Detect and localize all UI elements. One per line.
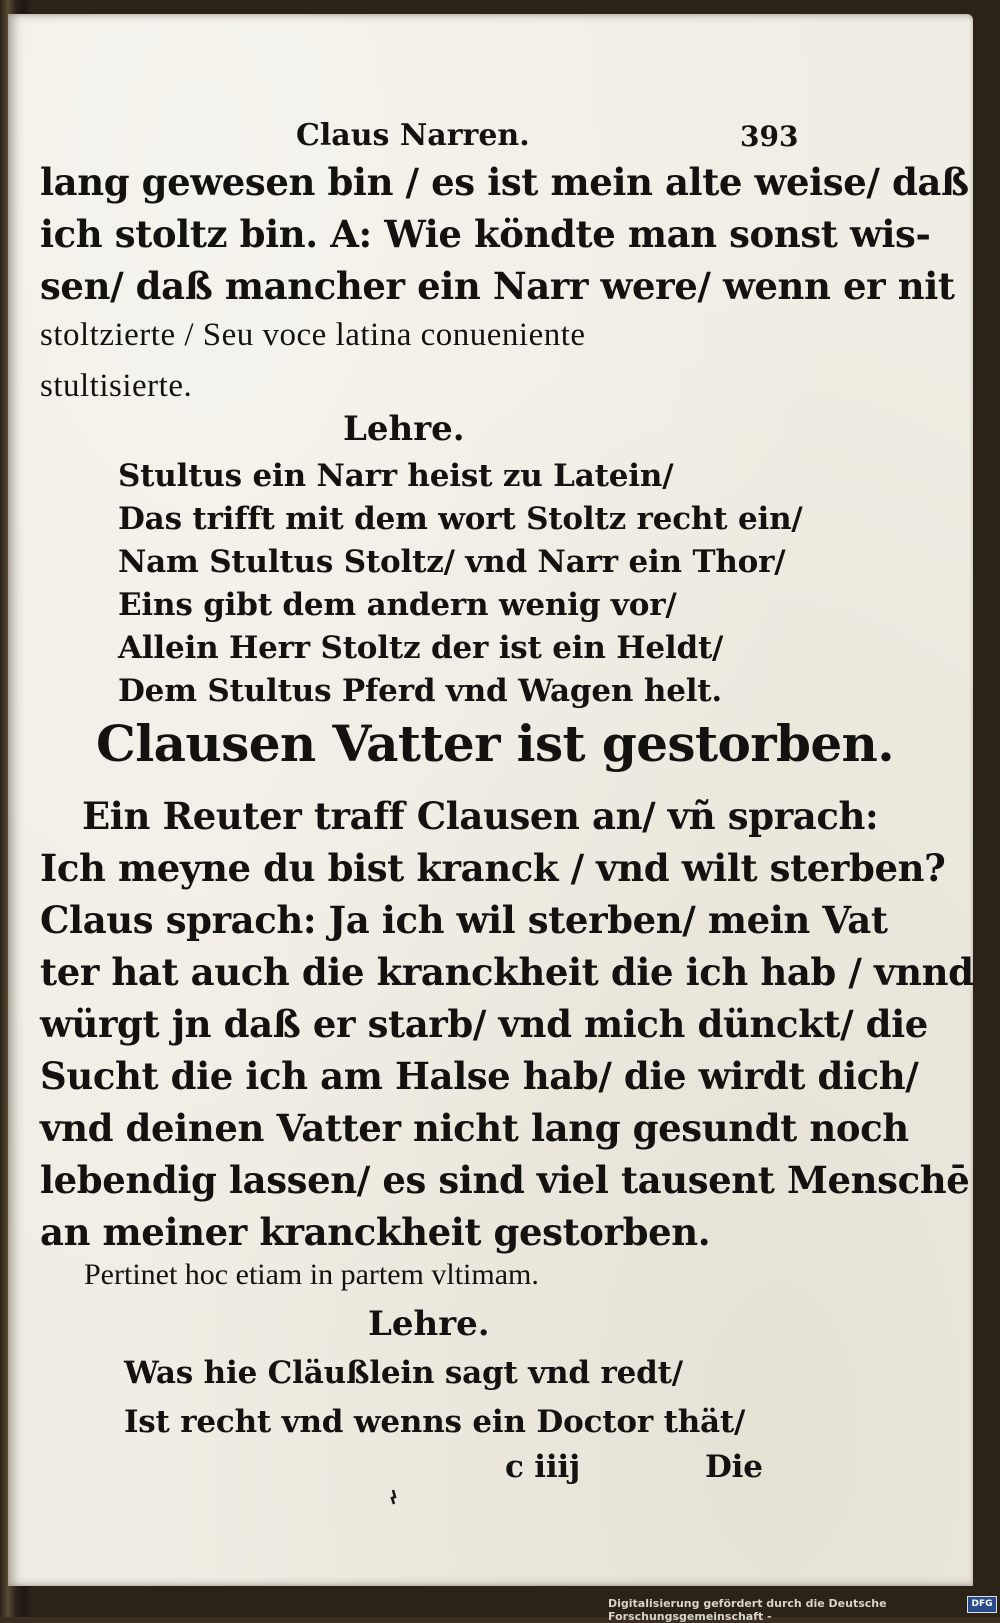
paragraph2-line: an meiner kranckheit gestorben. [40, 1210, 711, 1254]
verse-line: Das trifft mit dem wort Stoltz recht ein/ [118, 501, 803, 537]
verse-line: Stultus ein Narr heist zu Latein/ [118, 458, 674, 494]
verse-line: Allein Herr Stoltz der ist ein Heldt/ [118, 630, 724, 666]
book-page [8, 14, 973, 1586]
catchword: Die [705, 1449, 763, 1485]
paragraph1-line: sen/ daß mancher ein Narr were/ wenn er nit [40, 264, 955, 308]
section-title: Clausen Vatter ist gestorben. [96, 714, 895, 773]
signature-mark: c iiij [505, 1449, 581, 1485]
digitization-credit: Digitalisierung gefördert durch die Deutsche Forschungsgemeinschaft - [608, 1597, 887, 1623]
latin-note: Pertinet hoc etiam in partem vltimam. [84, 1258, 539, 1291]
paragraph1-line: lang gewesen bin / es ist mein alte weise/ daß [40, 160, 969, 204]
paragraph2-line: würgt jn daß er starb/ vnd mich dünckt/ die [40, 1002, 928, 1046]
dfg-logo: DFG [967, 1596, 997, 1613]
verse-line: Was hie Cläußlein sagt vnd redt/ [124, 1355, 683, 1391]
paragraph2-line: Sucht die ich am Halse hab/ die wirdt dich/ [40, 1054, 919, 1098]
lehre-heading: Lehre. [368, 1304, 490, 1344]
paragraph2-line: ter hat auch die kranckheit die ich hab / vnnd [40, 950, 974, 994]
running-head: Claus Narren. [296, 118, 530, 153]
verse-line: Eins gibt dem andern wenig vor/ [118, 587, 677, 623]
paragraph2-line: Ich meyne du bist kranck / vnd wilt sterben? [40, 846, 946, 890]
paragraph1-line: ich stoltz bin. A: Wie köndte man sonst wis- [40, 212, 931, 256]
page-number: 393 [740, 120, 799, 153]
verse-line: Dem Stultus Pferd vnd Wagen helt. [118, 673, 723, 709]
paragraph1-line: stultisierte. [40, 368, 193, 404]
paragraph2-line: vnd deinen Vatter nicht lang gesundt noch [40, 1106, 909, 1150]
paragraph1-line: stoltzierte / Seu voce latina conueniente [40, 317, 586, 353]
paragraph2-line: lebendig lassen/ es sind viel tausent Menschē [40, 1158, 970, 1202]
paragraph2-line: Claus sprach: Ja ich wil sterben/ mein Vat [40, 898, 888, 942]
verse-line: Nam Stultus Stoltz/ vnd Narr ein Thor/ [118, 544, 786, 580]
verse-line: Ist recht vnd wenns ein Doctor thät/ [124, 1404, 746, 1440]
paragraph2-line: Ein Reuter traff Clausen an/ vñ sprach: [82, 794, 879, 838]
lehre-heading: Lehre. [343, 409, 465, 449]
ink-mark-icon [388, 1489, 398, 1505]
